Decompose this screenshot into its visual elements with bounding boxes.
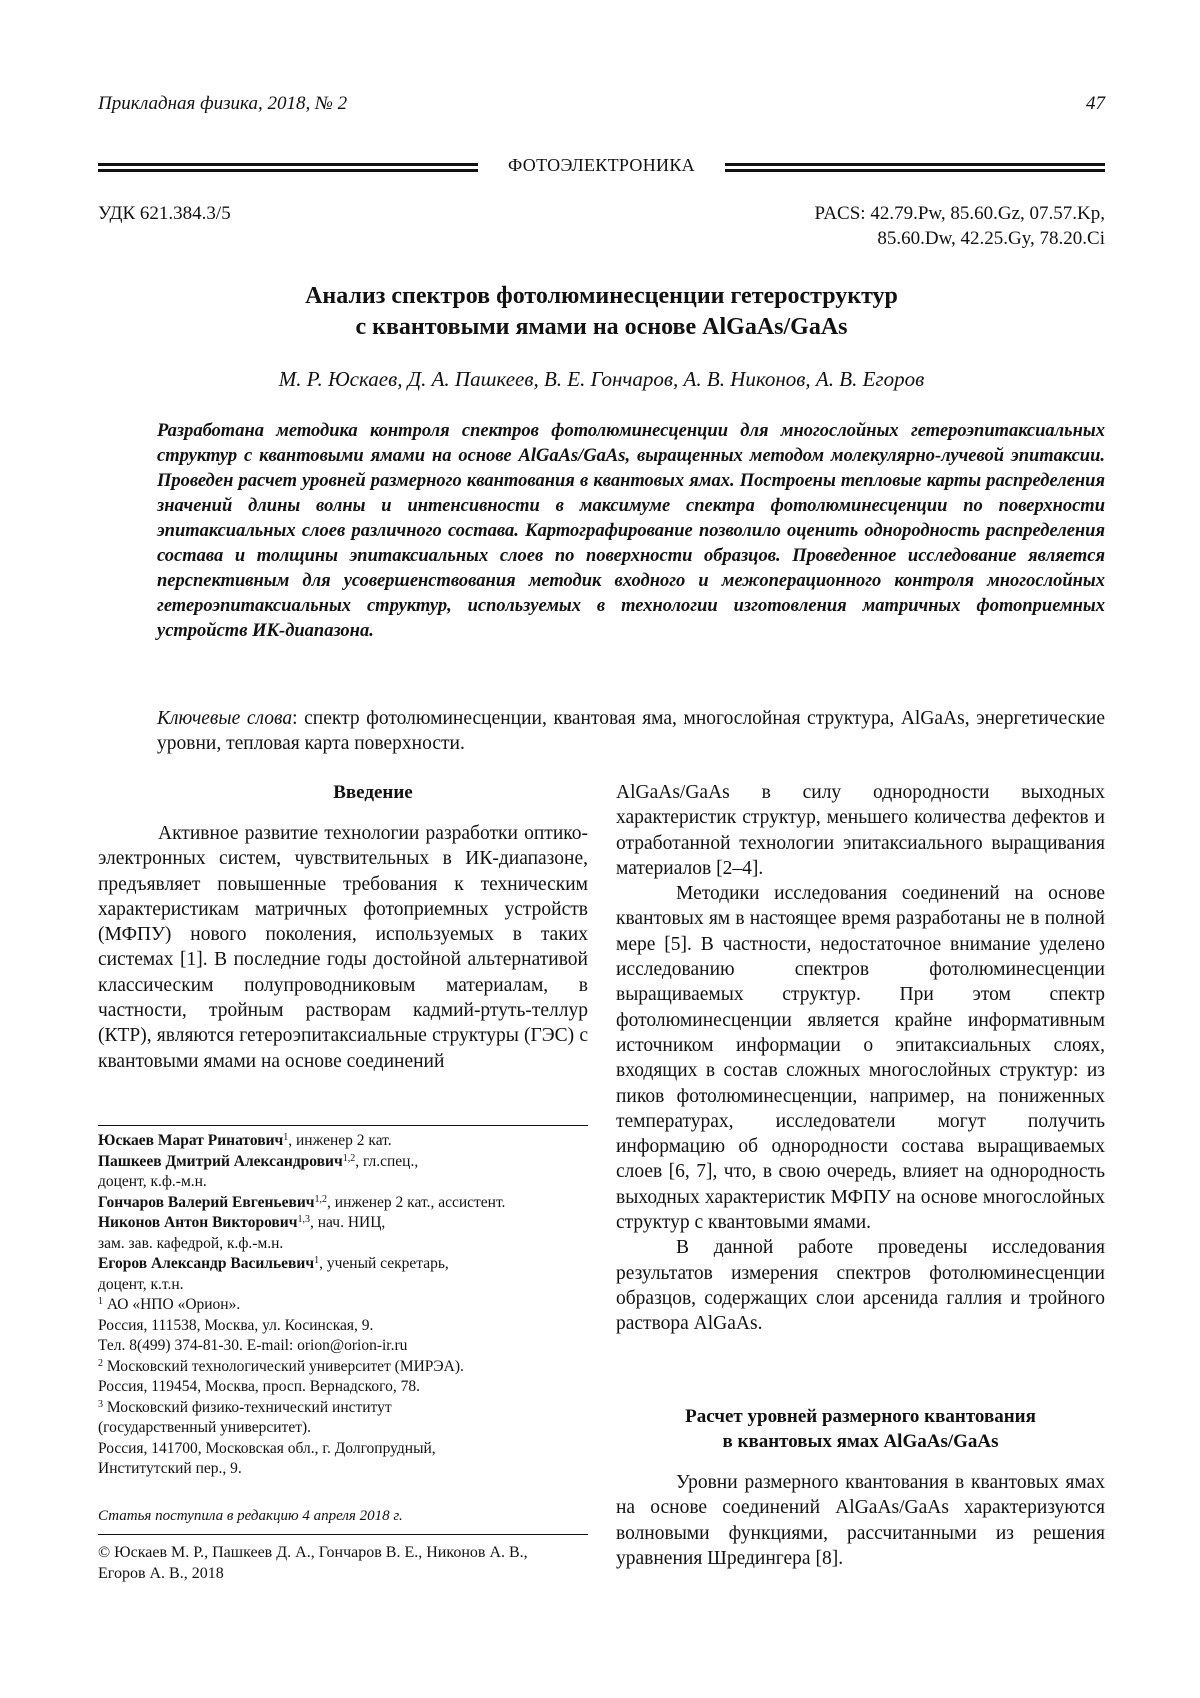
received-date: Статья поступила в редакцию 4 апреля 2018 г. — [98, 1508, 403, 1524]
affiliation-1-contact: Тел. 8(499) 374-81-30. E-mail: orion@orion-ir.ru — [98, 1337, 408, 1354]
section-2-paragraph-1: Уровни размерного квантования в квантовых ямах на основе соединений AlGaAs/GaAs характеризуются волновыми функциями, рассчитанными из решения уравнения Шредингера [8]. — [616, 1472, 1105, 1569]
affiliation-1-mark: 1 — [98, 1296, 103, 1307]
journal-citation: Прикладная физика, 2018, № 2 — [98, 93, 348, 114]
author-4-name: Никонов Антон Викторович — [98, 1214, 298, 1231]
abstract: Разработана методика контроля спектров фотолюминесценции для многослойных гетероэпитаксиальных структур с квантовыми ямами на основе AlGaAs/GaAs, выращенных методом молекулярно-лучевой эпитаксии. Проведен расчет уровней размерного квантования в квантовых ямах. Построены тепловые карты распределения значений длины волны и интенсивности в максимуме спектра фотолюминесценции по поверхности эпитаксиальных слоев различного состава. Картографирование позволило оценить однородность распределения состава и толщины эпитаксиальных слоев по поверхности образцов. Проведенное исследование является перспективным для усовершенствования методик входного и межоперационного контроля многослойных гетероэпитаксиальных структур, используемых в технологии изготовления матричных фотоприемных устройств ИК-диапазона. — [157, 421, 1105, 641]
affiliation-3-address-2: Институтский пер., 9. — [98, 1460, 242, 1477]
affiliation-2-mark: 2 — [98, 1357, 103, 1369]
intro-paragraph-2: Методики исследования соединений на основе квантовых ям в настоящее время разработаны не в полной мере [5]. В частности, недостаточное внимание уделено исследованию спектров фотолюминесценции выращиваемых структур. При этом спектр фотолюминесценции является крайне информативным источником информации о эпитаксиальных слоях, входящих в состав сложных многослойных структур: из пиков фотолюминесценции, например, на пониженных температурах, исследователи могут получить информацию об однородности состава выращиваемых слоев [6, 7], что, в свою очередь, влияет на однородность выходных характеристик МФПУ на основе многослойных структур с квантовыми ямами. — [616, 883, 1105, 1234]
footnote-rule — [98, 1125, 588, 1126]
affiliation-3 — [98, 1398, 598, 1419]
affiliation-2 — [98, 1357, 598, 1378]
author-5-name: Егоров Александр Васильевич — [98, 1255, 315, 1272]
page-number: 47 — [1086, 93, 1105, 114]
author-1-role: , инженер 2 кат. — [288, 1132, 392, 1149]
right-column — [616, 780, 1105, 1337]
affiliation-3-name-2: (государственный университет). — [98, 1419, 312, 1436]
author-2-name: Пашкеев Дмитрий Александрович — [98, 1152, 343, 1170]
keywords — [157, 706, 1105, 756]
footnote-author-2 — [98, 1152, 598, 1173]
author-1-name: Юскаев Марат Ринатович — [98, 1132, 284, 1149]
author-list: М. Р. Юскаев, Д. А. Пашкеев, В. Е. Гончаров, А. В. Никонов, А. В. Егоров — [278, 367, 925, 391]
author-4-role-2: зам. зав. кафедрой, к.ф.-м.н. — [98, 1234, 284, 1252]
footnote-author-5 — [98, 1254, 598, 1275]
section-2-body — [616, 1470, 1105, 1571]
author-2-affil: 1,2 — [342, 1152, 356, 1164]
affiliation-1-name: АО «НПО «Орион». — [103, 1296, 241, 1313]
author-2-role-2: доцент, к.ф.-м.н. — [98, 1173, 207, 1190]
pacs-codes — [815, 201, 1106, 251]
author-4-role: , нач. НИЦ, — [309, 1214, 386, 1231]
author-3-name: Гончаров Валерий Евгеньевич — [98, 1193, 315, 1211]
section-rule — [98, 155, 1105, 185]
affiliation-3-mark: 3 — [98, 1398, 103, 1410]
section-2-heading — [616, 1404, 1105, 1454]
copyright-rule — [98, 1534, 588, 1535]
left-column — [98, 780, 588, 1074]
intro-heading: Введение — [333, 782, 413, 803]
author-2-role: , гл.спец., — [355, 1152, 419, 1170]
affiliation-1-address: Россия, 111538, Москва, ул. Косинская, 9. — [98, 1316, 374, 1334]
intro-paragraph-1-cont: AlGaAs/GaAs в силу однородности выходных характеристик структур, меньшего количества дефектов и отработанной технологии эпитаксиального выращивания материалов [2–4]. — [616, 782, 1105, 879]
affiliation-2-address: Россия, 119454, Москва, просп. Вернадского, 78. — [98, 1378, 421, 1395]
udc-code: УДК 621.384.3/5 — [98, 203, 231, 224]
affiliation-3-address: Россия, 141700, Московская обл., г. Долгопрудный, — [98, 1439, 436, 1457]
author-5-role-2: доцент, к.т.н. — [98, 1275, 184, 1293]
keywords-text: : спектр фотолюминесценции, квантовая яма, многослойная структура, AlGaAs, энергетические уровни, тепловая карта поверхности. — [157, 708, 1105, 754]
section-2-heading-line-2: в квантовых ямах AlGaAs/GaAs — [722, 1431, 999, 1452]
intro-paragraph-3: В данной работе проведены исследования результатов измерения спектров фотолюминесценции образцов, содержащих слои арсенида галлия и тройного раствора AlGaAs. — [616, 1237, 1105, 1335]
affiliation-1 — [98, 1295, 598, 1316]
author-5-affil: 1 — [314, 1255, 320, 1266]
pacs-line-2: 85.60.Dw, 42.25.Gy, 78.20.Ci — [877, 228, 1105, 249]
section-label: ФОТОЭЛЕКТРОНИКА — [508, 155, 695, 175]
footnote-author-1 — [98, 1131, 598, 1152]
pacs-line-1: PACS: 42.79.Pw, 85.60.Gz, 07.57.Kp, — [814, 203, 1105, 224]
author-1-affil: 1 — [283, 1132, 289, 1143]
title-line-1: Анализ спектров фотолюминесценции гетероструктур — [305, 283, 898, 309]
author-3-affil: 1,2 — [314, 1193, 328, 1205]
section-2-heading-line-1: Расчет уровней размерного квантования — [685, 1406, 1036, 1427]
article-title — [98, 281, 1105, 343]
footnote-author-4 — [98, 1213, 598, 1234]
rule-left — [98, 163, 478, 172]
keywords-label: Ключевые слова — [157, 708, 293, 729]
affiliation-2-name: Московский технологический университет (МИРЭА). — [103, 1357, 464, 1375]
running-header — [98, 93, 1105, 121]
author-3-role: , инженер 2 кат., ассистент. — [327, 1193, 506, 1211]
title-line-2: с квантовыми ямами на основе AlGaAs/GaAs — [355, 314, 848, 340]
intro-paragraph-1: Активное развитие технологии разработки оптико-электронных систем, чувствительных в ИК-диапазоне, предъявляет повышенные требования к техническим характеристикам матричных фотоприемных устройств (МФПУ) нового поколения, используемых в таких системах [1]. В последние годы достойной альтернативой классическим полупроводниковым материалам, в частности, тройным растворам кадмий-ртуть-теллур (КТР), являются гетероэпитаксиальные структуры (ГЭС) с квантовыми ямами на основе соединений — [98, 823, 588, 1072]
affiliation-3-name: Московский физико-технический институт — [103, 1398, 392, 1416]
copyright: © Юскаев М. Р., Пашкеев Д. А., Гончаров В. Е., Никонов А. В., Егоров А. В., 2018 — [98, 1544, 528, 1582]
author-5-role: , ученый секретарь, — [319, 1255, 449, 1272]
footnote-author-3 — [98, 1193, 598, 1214]
author-footnotes — [98, 1131, 598, 1480]
author-4-affil: 1,3 — [297, 1214, 310, 1225]
rule-right — [725, 163, 1105, 172]
